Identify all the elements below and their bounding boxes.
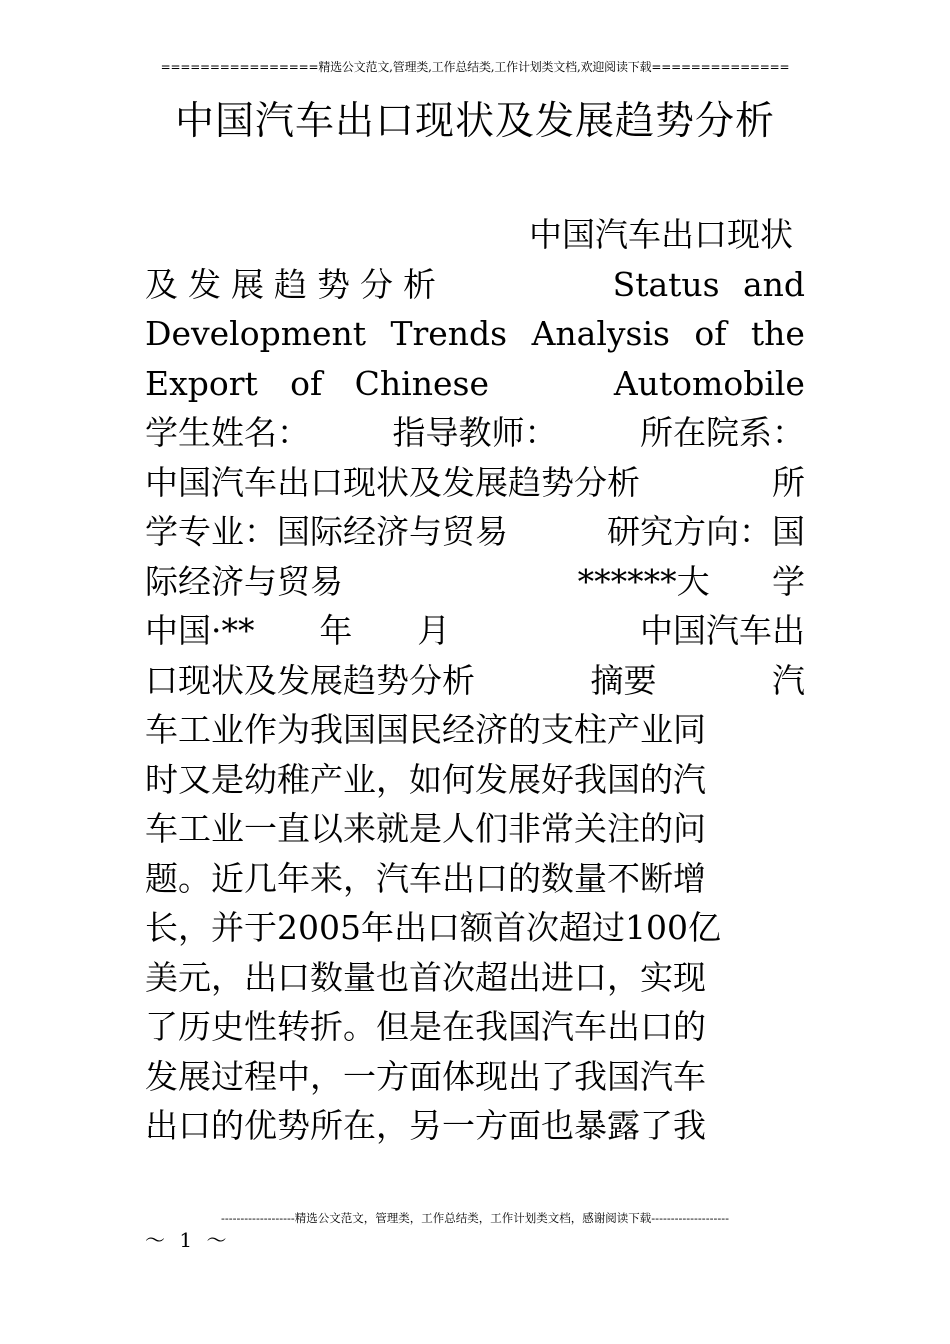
- body-line: 长，并于2005年出口额首次超过100亿: [145, 908, 721, 947]
- body-line: 车工业一直以来就是人们非常关注的问: [145, 809, 706, 848]
- body-line: Development Trends Analysis of the: [145, 314, 805, 353]
- body-line: 美元，出口数量也首次超出进口，实现: [145, 957, 706, 997]
- page-header: ================精选公文范文,管理类,工作总结类,工作计划类文档,欢迎阅读下载==============: [160, 60, 790, 74]
- body-line: 时又是幼稚产业，如何发展好我国的汽: [145, 759, 706, 799]
- page-number: ～ 1 ～: [145, 1228, 231, 1252]
- document-title: 中国汽车出口现状及发展趋势分析: [174, 99, 775, 144]
- body-line: 学生姓名： 指导教师： 所在院系：: [145, 413, 805, 452]
- body-line: 了历史性转折。但是在我国汽车出口的: [145, 1007, 706, 1046]
- body-line: 中国汽车出口现状: [529, 215, 793, 254]
- body-line: 发展过程中，一方面体现出了我国汽车: [145, 1056, 706, 1096]
- body-line: 学专业：国际经济与贸易 研究方向：国: [145, 512, 805, 551]
- body-line: 题。近几年来，汽车出口的数量不断增: [145, 858, 706, 898]
- body-line: 口现状及发展趋势分析 摘要 汽: [145, 660, 805, 700]
- body-line: 车工业作为我国国民经济的支柱产业同: [145, 710, 706, 749]
- body-line: 中国汽车出口现状及发展趋势分析 所: [145, 462, 805, 502]
- document-body: [145, 210, 805, 1151]
- page-footer: -------------------精选公文范文，管理类，工作总结类，工作计划类文档，感谢阅读下载--------------------: [220, 1211, 730, 1225]
- body-line: Export of Chinese Automobile: [145, 363, 805, 403]
- body-line: 中国·** 年 月 中国汽车出: [145, 611, 805, 650]
- body-line: 出口的优势所在，另一方面也暴露了我: [145, 1106, 706, 1145]
- body-line: 际经济与贸易 ******大 学: [145, 561, 805, 601]
- body-line: 及发展趋势分析 Status and: [145, 264, 805, 304]
